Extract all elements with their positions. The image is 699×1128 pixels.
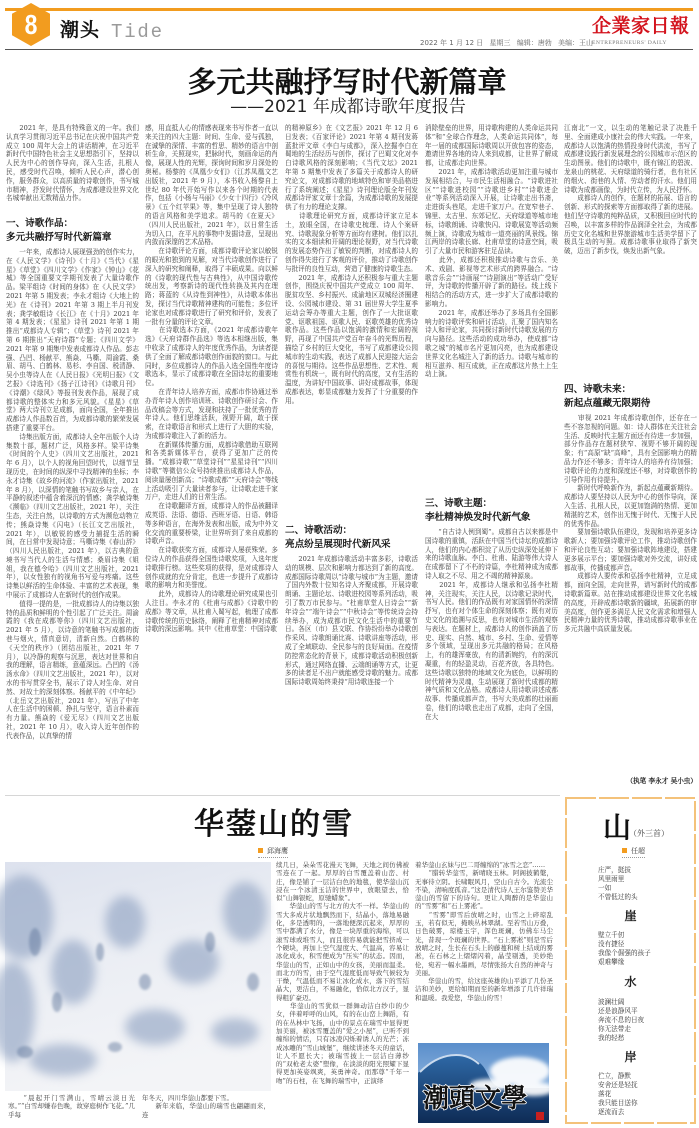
article-column-4-top: 消除壁垒的世界，用诗歌构建的人类命运共同体”和“全球合作理念，人类命运共同体”，每年一届的成都国际诗歌周以开放包容的姿态，邀请世界各地的诗人来到成都，让世界了解成都，让成都走向世界。 2021 年，成都诗歌活动更加注重与城市发展相结合，与市民生活相融合。“诗歌进社区”“诗歌进校园”“诗歌进乡村”“诗歌进企业”等系列活动深入开展，让诗歌走出书斋，走进街头巷尾，走进千家万户。在宽窄巷子、锦里、太古里、东郊记忆、天府绿道等城市地标，诗歌朗诵、诗歌快闪、诗歌展览等活动频频上演，诗歌成为城市一道亮丽的风景线。锦江两岸的诗歌长廊、杜甫草堂的诗意空间，吸引了大量市民和游客驻足品读。 此外，成都还积极推动诗歌与音乐、美术、戏剧、影视等艺术形式的跨界融合。“诗歌音乐会”“诗画展”“诗剧演出”等活动广受好评，为诗歌的传播开辟了新的路径。线上线下相结合的活动方式，进一步扩大了成都诗歌的影响力。 2021 年，成都还举办了多场具有全国影响力的诗歌评奖和研讨活动，汇聚了国内知名诗人和评论家，共同探讨新时代诗歌发展的方向与路径。这些活动的成功举办，使成都“诗歌之城”的城市名片更加闪亮，也为成都建设世界文化名城注入了新的活力。诗歌与城市的相互滋养、相互成就，正在成都这片热土上生动上演。 [425,124,558,379]
masthead-subtitle: ENTREPRENEURS' DAILY [592,40,667,46]
article-subtitle: ——2021 年成都诗歌年度报告 [230,97,466,117]
poem-line: 我的轻愁 [598,1034,625,1042]
poem-line: 艰难攀缘 [598,958,625,966]
issue-date: 2022 年 1 月 12 日 [420,39,484,47]
designer-credit: 美编：王山 [558,39,594,47]
poem-stanza [598,1072,693,1117]
poem-line: 风里雨里 [598,875,625,883]
seal-stamp-icon [536,1112,544,1120]
poem-subtitle: 水 [624,975,637,989]
poem-subtitle: 崖 [624,909,637,923]
section-heading-3 [425,497,558,525]
section-title: 李杜精神焕发时代新气象 [425,512,531,523]
section-title: 多元共融抒写时代新篇章 [6,232,112,243]
poem-line: 庄严，挺拔 [598,866,631,874]
section-label: 二、诗歌活动： [285,525,353,536]
poem-line: 不曾低过的头 [598,893,638,901]
section-heading-4 [564,383,697,411]
feature-text-2: 年冬天，四川华蓥山都要下雪。 新年来临，华蓥山的瑞雪也翩翩而来，连 [142,1094,270,1119]
article-column-1: 一年来，成都诗人展现强劲的创作实力，在《人民文学》《诗刊》《十月》《当代》《星星》《草堂》《四川文学》《作家》《钟山》《花城》等全国重要文学期刊发表了大量诗歌作品。梁平组诗《时间的身体》在《人民文学》2021 年第 5 期发表；李永才组诗《大地上的光》在《诗刊》2021 年第 3 期上半月刊发表；龚学敏组诗《长江》在《十月》2021 年第 4 期发表；《星星》诗刊 2021 年第 1 期推出“成都诗人专辑”；《草堂》诗刊 2021 年第 6 期推出“天府诗群”专题；《四川文学》2021 年第 9 期集中发表成都诗人作品。彭志强、凸凹、杨献平、熊焱、马嘶、周渝霞、桑眉、胡马、白鹤林、易杉、李自国、税清静、吴小虫等诗人在《人民日报》《光明日报》《文艺报》《诗选刊》《扬子江诗刊》《诗歌月刊》《诗潮》《绿风》等报刊发表作品，展现了成都诗歌的整体实力和多元风貌。《星星》《草堂》两大诗刊立足成都，面向全国，全年推出成都诗人作品数百首，为成都诗歌的繁荣发展搭建了重要平台。 诗集出版方面，成都诗人全年出版个人诗集数十部，题材广泛，风格多样。梁平诗集《时间的个人史》（四川文艺出版社，2021 年 6 月），以个人的视角回望时代，以细节呈现历史，在时间的纵深中寻找精神的坐标；李永才诗集《故乡的河流》（作家出版社，2021 年 8 月），以深情的笔触书写故乡与亲人，在平静的叙述中蕴含着深沉的情感；龚学敏诗集《濒临》（四川文艺出版社，2021 年），关注生态，关注自然，以诗歌的方式为濒危动物立传；熊焱诗集《闪电》（长江文艺出版社，2021 年），以敏锐的感受力捕捉生活的瞬间，在日常中发现诗意；马嘶诗集《春山辞》（四川人民出版社，2021 年），以古典的意境书写当代人的生活与情感；桑眉诗集《姐姐，我在德令哈》（四川文艺出版社，2021 年），以女性独有的视角书写爱与疼痛。这些诗集以鲜活的生命体验、丰富的艺术表现，集中展示了成都诗人在新时代的创作成果。 值得一提的是，一批成都诗人的诗集以独特的品质和鲜明的个性引起了广泛关注。周渝霞的《我在成都等你》（四川文艺出版社，2021 年 5 月），以诗意的笔触书写成都的街巷与烟火，情真意切，清新自然。白鹤林的《天空的秩序》（团结出版社，2021 年 7 月），以冷静的观察与沉思，表达对世界和自我的理解，语言精练，意蕴深远。凸凹的《汤汤水命》（四川文艺出版社，2021 年），以对水的书写贯穿全书，展示了诗人对生命、对自然、对故土的深刻体察。杨献平的《中年纪》（北岳文艺出版社，2021 年），写出了中年人在生活中的困顿、挣扎与坚守，语言朴素而有力量。熊焱的《爱无尽》（四川文艺出版社，2021 年 10 月），收入诗人近年创作的代表作品，以真挚的情 [6,248,139,740]
article-column-5-bottom: 审视 2021 年成都诗歌创作，还存在一些不容忽视的问题。如：诗人群体在关注社会生活、反映时代主题方面还有待进一步加强，部分作品存在题材狭窄、视野不够开阔的现象；有“高原”缺“高峰”，具有全国影响力的精品力作还不够多；青年诗人的培养有待加强；诗歌评论的力度和深度还不够，对诗歌创作的引导作用有待提升。 新时代呼唤新作为，新起点蕴藏新期待。成都诗人要坚持以人民为中心的创作导向，深入生活、扎根人民，以更加饱满的热情、更加精湛的艺术，创作出无愧于时代、无愧于人民的优秀作品。 要加强诗歌队伍建设，发现和培养更多诗歌新人；要加强诗歌评论工作，推动诗歌创作和评论良性互动；要加强诗歌阵地建设，搭建更多展示平台；要加强诗歌对外交流，讲好成都故事，传播成都声音。 成都诗人要传承和弘扬李杜精神，立足成都，面向全国，走向世界，谱写新时代的成都诗歌新篇章。站在推动成都建设世界文化名城的高度，开辟成都诗歌新的疆域，拓展新的审美高度，创作更多满足人民文化需求和增强人民精神力量的优秀诗歌，推动成都诗歌事业在多元共融中高质量发展。 [564,414,697,634]
section-heading-2 [285,524,418,552]
page-number-badge [12,3,50,46]
author-marker-icon [622,848,627,853]
section-name-en: Tide [111,21,164,43]
article-column-5-top: 江南北”一文，以生动的笔触记录了决胜千里、全面建成小康社会的伟大实践。一年来，成都诗人以饱满的热情投身时代洪流，书写了成都建设践行新发展理念的公园城市示范区的生动图景。他们的诗歌中，既有锦江的碧波、龙泉山的桃花、天府绿道的骑行者，也有社区的烟火、街巷的人情、劳动者的汗水。他们用诗歌为成都画像，为时代立传，为人民抒怀。 成都诗人的创作，在题材的拓展、语言的创新、形式的探索等方面都取得了新的进展。他们坚守诗歌的纯粹品质，又积极回应时代的召唤，以丰富多样的作品润泽全社会，为成都历史文化名城和世界旅游城市生活美学留下了极具生动的写照。成都诗歌事业取得了新突破，迈出了新步伐，焕发出新气象。 [564,124,697,256]
poem-line: 还是浪静风平 [598,1007,638,1015]
feature-author [258,847,288,858]
section-title: 亮点纷呈展现时代新风采 [285,539,391,550]
poem-line: 我像个倔强的孩子 [598,949,651,957]
header-accent-bar [5,8,693,11]
section-label: 三、诗歌主题： [425,498,493,509]
poem-line: 没有捷径 [598,940,625,948]
dateline [420,39,597,48]
poem-line: 奔流不息的日夜 [598,1016,645,1024]
section-label: 一、诗歌作品： [6,218,74,229]
poem-line: 我只能目送你 [598,1099,638,1107]
article-column-3-top: 的精神原乡》在《文艺报》2021 年 12 月 6 日发表；《百家评论》2021 年第 4 期刊发蒋蓝批评文章《李白与成都》，深入挖掘李白在蜀地的生活经历与创作，探讨了巴蜀文化对李白诗歌风格的深刻影响；《当代文坛》2021 年第 5 期集中发表了多篇关于成都诗人的研究论文，对成都诗歌的地域特色和审美品格进行了系统阐述；《星星》诗刊理论版全年刊发成都诗评家文章十余篇，为成都诗歌的发展提供了有力的理论支撑。 诗歌理论研究方面，成都诗评家立足本土，放眼全国，在诗歌史梳理、诗人个案研究、诗歌现象分析等方面均有建树。他们以扎实的文本细读和开阔的理论视野，对当代诗歌的发展态势作出了敏锐的判断，对成都诗人的创作得失进行了客观的评价，推动了诗歌创作与批评的良性互动，营造了健康的诗歌生态。 2021 年，成都诗人还积极参与重大主题创作，围绕庆祝中国共产党成立 100 周年、脱贫攻坚、乡村振兴、成渝地区双城经济圈建设、公园城市建设、第 31 届世界大学生夏季运动会筹办等重大主题，创作了一大批讴歌党、讴歌祖国、讴歌人民、讴歌英雄的优秀诗歌作品。这些作品以饱满的激情和宏阔的视野，再现了中国共产党百年奋斗的光辉历程，描绘了乡村的巨大变化，书写了成都建设公园城市的生动实践，表达了成都人民迎接大运会的喜悦与期待。这些作品思想性、艺术性、观赏性有机统一，既有时代的高度，又有生活的温度，为讲好中国故事、讲好成都故事，体现成都表达，彰显成都魅力发挥了十分重要的作用。 [285,124,418,405]
poem-line: 你无法带走 [598,1025,631,1033]
poem-line: 安舍还是轻抚 [598,1081,638,1089]
section-divider [5,795,560,796]
poem-stanza [598,866,693,902]
masthead-logo [592,15,692,47]
feature-text-3: 续几日，朵朵雪花漫天飞舞，天地之间仿佛被雪连在了一起。厚厚的白雪覆盖着山峦、村庄，像是铺了一层洁白色的地毯，使华蓥山沉浸在一个冰清玉洁的世界中，放眼望去，恰似“山舞银蛇，原驰蜡象”。 华蓥山的雪与北方的大不一样。华蓥山的雪大多成片状地飘然而下，结晶小，落地易融化，多是透明的，一落地便深沉起来，厚厚的雪中都满了水分，像是一块厚重的海绵，可以滚雪球或堆雪人，而且很容易就能把雪挤成一个硬块，再加上空气湿度大、气温高，容易让冰化成水，积雪便成为“压实”的状态。因而，华蓥山的雪，正如山中的女孩，美丽而温柔。而北方的雪，由于空气湿度低而导致气候较为干燥，气温低而不易让冰化成水，落下的雪结晶大，更洁白，不易融化，恰似北方汉子，显得粗犷豪迈。 华蓥山的雪犹似一群舞动洁白纱巾的少女，伴着呼呼的山风，有的在山峦上舞蹈，有的在丛林中飞扬，山中的景点在瑞雪中显得更加美丽，被冰雪覆盖的“爱之小屋”，已听不到缠绵的情话，只有冰凌闪烁着诱人的光芒；冻成冰雕的“雪山城堡”，继续讲述冬天的童话，让人不愿长大；被瑞雪披上一层洁白薄纱的“双枪老太婆”塑像，在淡淡的阳光照耀下显得更加英姿飒爽，英勇神奇。而那尊“千年一吻”的石柱，在飞舞的瑞雪中，正演绎 [276,861,409,1085]
poem-subtitle: 岸 [624,1050,637,1064]
poem-line: 壁立千仞 [598,931,625,939]
section-label: 四、诗歌未来： [564,384,632,395]
poem-line: 伫立，静默 [598,1072,631,1080]
poem-title-note: （外三首） [629,829,669,838]
header-divider [5,49,693,50]
article-column-3-bottom: 2021 年成都诗歌活动丰富多彩，诗歌活动的规模、层次和影响力都达到了新的高度。成都国际诗歌周以“诗歌与城市”为主题，邀请了国内外数十位知名诗人齐聚成都，开展诗歌朗诵、主题论坛、诗歌进校园等系列活动，吸引了数万市民参与。“杜甫草堂人日诗会”“新年诗会”“端午诗会”“中秋诗会”等传统诗会持续举办，成为成都市民文化生活中的重要节日。各区（市）县文联、作协纷纷举办诗歌创作采风、诗歌朗诵比赛、诗歌讲座等活动，形成了全域联动、全民参与的良好局面。在疫情防控常态化的背景下，成都诗歌活动积极创新形式，通过网络直播、云端朗诵等方式，让更多的读者足不出户就能感受诗歌的魅力。成都国际诗歌周始终秉持“用诗歌连接一个 [285,555,418,687]
article-column-4-bottom: “自古诗人例到蜀”。成都自古以来都是中国诗歌的重镇，活跃在中国当代诗坛的成都诗人，他们的内心都积淀了从历史纵深处延伸下来的诗歌血脉。李白、杜甫、陆游等伟大诗人在成都留下了不朽的诗篇，李杜精神成为成都诗人取之不尽、用之不竭的精神源泉。 2021 年，成都诗人继承和弘扬李杜精神，关注现实，关注人民，以诗歌记录时代，书写人民。他们的作品既有对家国情怀的深情抒写，也有对个体生命的深刻体察；既有对历史文化的追溯与反思，也有对城市生活的观察与表达。在题材上，成都诗人的创作涵盖了历史、现实、自然、城市、乡村、生命、爱情等多个领域，呈现出多元共融的格局；在风格上，有的雄浑豪放，有的清新婉约，有的深沉凝重，有的轻盈灵动，百花齐放，各具特色。这些诗歌以独特的地域文化为底色，以鲜明的时代精神为灵魂，生动展现了新时代成都的精神气质和文化品格。成都诗人用诗歌讲述成都故事、传播成都声音，书写大美成都的壮丽画卷，他们的诗歌也走出了成都，走向了全国，在大 [425,528,558,721]
poem-stanza [598,931,693,967]
poem-line: 落花 [598,1090,612,1098]
poem-line: 逐流而去 [598,1108,625,1116]
poem-line: 波澜壮阔 [598,998,625,1006]
poem-title: 山 [603,811,632,844]
masthead-title: 企業家日報 [592,15,690,37]
poem-author [622,847,645,858]
article-byline: （执笔 李永才 吴小虫） [626,777,697,785]
page-number: 8 [24,9,38,40]
poem-line: 一如 [598,884,612,892]
article-intro: 2021 年，是具有特殊意义的一年。我们认真学习贯彻习近平总书记在庆祝中国共产党成立 100 周年大会上的讲话精神，在习近平新时代中国特色社会主义思想指引下，坚持以人民为中心的创作导向，深入生活，扎根人民，感受时代召唤，倾听人民心声，潜心创作，服务群众，以高质量的诗歌创作，书写城市精神，抒发时代情怀，为成都建设世界文化名城奉献出无数精品力作。 [6,124,139,203]
logo-lettering: 潮頭文學 [423,1084,528,1114]
feature-author-name: 邱海鹰 [267,847,288,855]
feature-text-4: 着华蓥山玄妹与巴二哥缠绵的“冰雪之恋”…… “腊转华蓥雪，新晴晓玉林。阿阁披鹤氅，无事待立阴。长啸眠风月，空山自古今。光流尘不染，清响度孤音。”这是清代诗人王尔鉴赞美华蓥山的雪留下的诗句。更让人陶醉的是华蓥山的“雪雾”和“石上雾凇”。 “雪雾”即雪后放晴之时，山雪之上碎琼乱玉，若有似无，掩映丛林翠湖。至若雪山万叠，日色破雾，琼楼玉宇，浑色斑斓，仿佛车马尘光，昔现一个斑斓的世界。“石上雾凇”则是雪后放晴之时，生长在石头上的藤蔓和树上结成的雾凇，在石林之上熠熠闪着，晶莹剔透，美妙绝伦，宛若一幅水墨画，尽情张扬大自然的神奇与美丽。 华蓥山的雪，给这座英雄的山平添了几份圣洁和美妙，更给如期而至的新年增添了几许祥瑞和温暖。我爱您，华蓥山的雪！ [415,861,553,1002]
snow-scene-photo [5,862,271,1091]
chaotou-literature-logo [418,1043,549,1123]
feature-text-1: “晨起开门雪满山，雪晴云淡日光寒。”“白雪却嫌春色晚，故穿庭树作飞花。”几乎每 [8,1094,135,1119]
poem-stanza [598,998,693,1043]
author-marker-icon [258,848,263,853]
poem-author-name: 任超 [631,847,645,855]
issue-weekday: 星期三 [489,39,511,47]
feature-title: 华蓥山的雪 [194,807,354,842]
article-title: 多元共融抒写时代新篇章 [187,65,507,99]
section-title: 新起点蕴藏无限期待 [564,398,651,409]
section-name: 潮头 [60,19,101,41]
article-column-2: 感，用直抵人心的情感表现来书写作者一直以来关注的四大主题：时间、生命、爱与孤独，在诚挚的深情、丰富的哲思、精妙的语言中剖析生命，关照现实，把脉时代，刻画命运的肖像，展现人性的光辉，探询时间和岁月深处的奥秘。杨黎的《凤凰少女们》（江苏凤凰文艺出版社，2021 年 9 月），本书收入杨黎自上世纪 80 年代开始写作以来各个时期的代表作，包括《小杨与马丽》《少女十四行》《冷风景》《五个红苹果》等，集中呈现了诗人独特的语言风格和美学追求。胡马的《在夏天》（四川人民出版社，2021 年），以日常生活为切入口，在平凡的事物中发掘诗意，呈现出内敛而深邃的艺术品格。 在诗歌评论方面，成都诗歌评论家以敏锐的眼光和独到的见解，对当代诗歌创作进行了深入的研究和阐释，取得了丰硕成果。向以鲜的《诗歌的现代性与古典性》，从中国诗歌传统出发，考察新诗的现代性转换及其内在理路；蒋蓝的《从诗性到神性》，从诗歌本体出发，探讨当代诗歌精神建构的可能性；多位评论家也对成都诗歌进行了研究和评价，发表了一批有分量的评论文章。 在诗歌选本方面，《2021 年成都诗歌年选》《天府诗群作品选》等选本相继出版，集中收录了成都诗人的年度优秀作品，为读者提供了全面了解成都诗歌创作面貌的窗口。与此同时，多位成都诗人的作品入选全国性年度诗歌选本，显示了成都诗歌在全国诗坛的重要地位。 在青年诗人培养方面，成都市作协通过举办青年诗人创作培训班、诗歌创作研讨会、作品改稿会等方式，发现和扶持了一批优秀的青年诗人。他们思维活跃，视野开阔，敢于探索，在诗歌语言和形式上进行了大胆的实验，为成都诗歌注入了新的活力。 在新媒体传播方面，成都诗歌借助互联网和各类新媒体平台，获得了更加广泛的传播。“成都诗歌”“草堂诗刊”“星星诗刊”“四川诗歌”等微信公众号持续推出成都诗人作品，阅读量屡创新高；“诗歌成都”“天府诗会”等线上活动吸引了大量读者参与，让诗歌走进千家万户，走进人们的日常生活。 在诗歌翻译方面，成都诗人的作品被翻译成英语、法语、德语、西班牙语、日语、韩语等多种语言，在海外发表和出版，成为中外文化交流的重要桥梁，让世界听到了来自成都的诗歌声音。 在诗歌获奖方面，成都诗人屡获殊荣。多位诗人的作品获得全国性诗歌奖项，入选年度诗歌排行榜。这些奖项的获得，是对成都诗人创作成就的充分肯定，也进一步提升了成都诗歌的影响力和美誉度。 此外，成都诗人的诗歌理论研究成果也引人注目。李永才的《杜甫与成都》《诗歌中的成都》等文章，从杜甫入蜀写起，梳理了成都诗歌传统的历史脉络，阐释了杜甫精神对成都诗歌的深远影响。其中《杜甫草堂：中国诗歌 [145,124,278,634]
section-heading-1 [6,217,139,245]
editor-credit: 编辑：唐勃 [516,39,552,47]
